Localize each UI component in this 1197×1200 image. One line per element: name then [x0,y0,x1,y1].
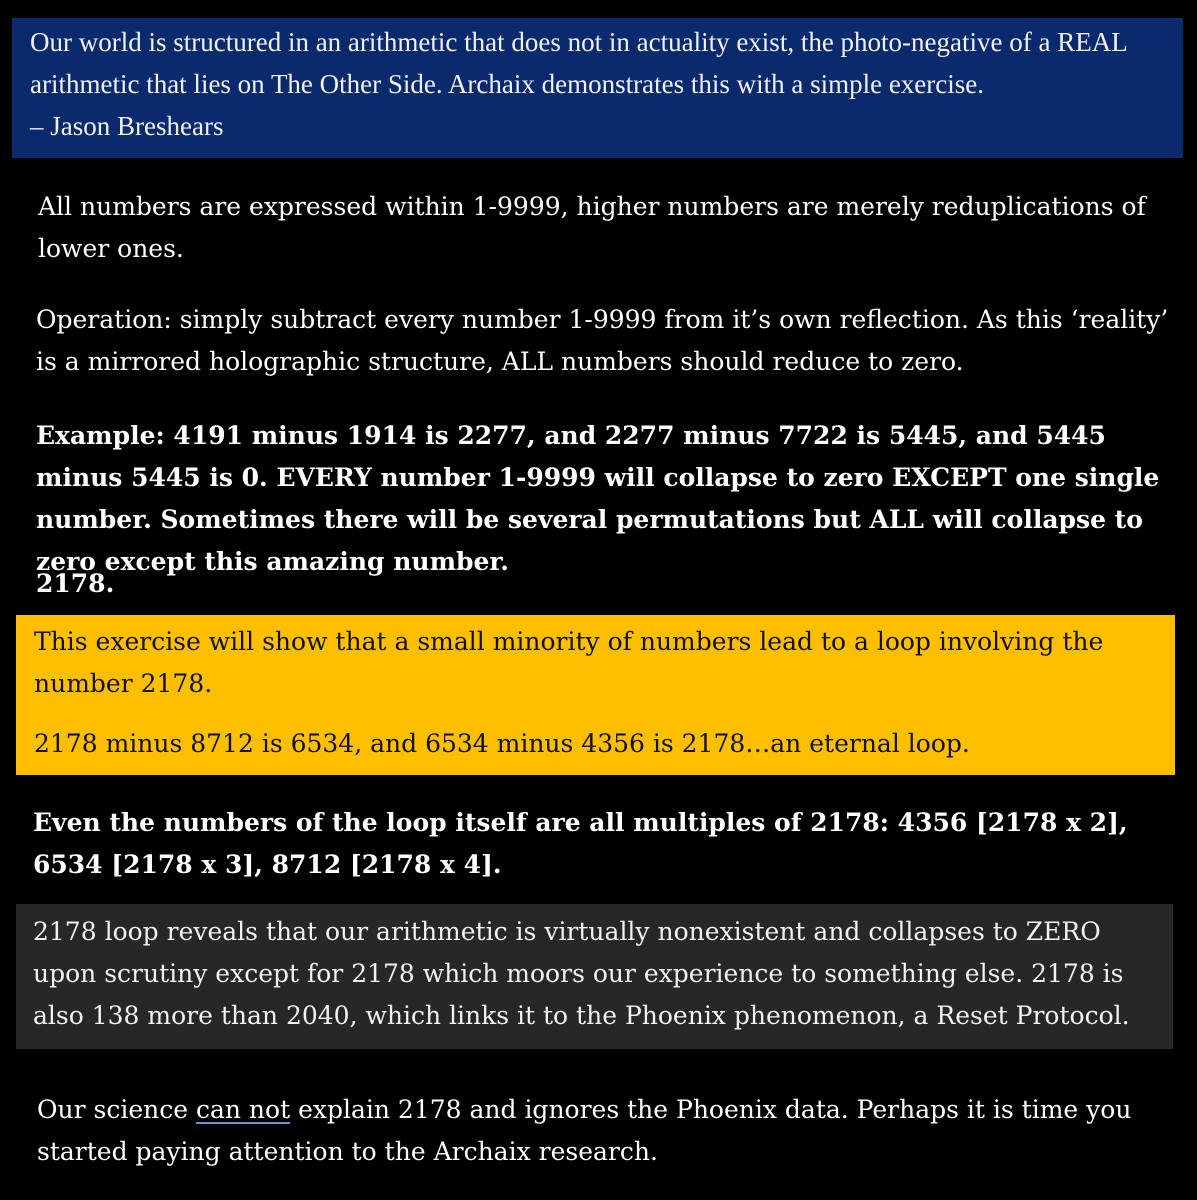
answer-number [36,563,114,605]
paragraph-multiples [33,802,1178,886]
quote-box [12,18,1183,158]
gray-box-text: 2178 loop reveals that our arithmetic is virtually nonexistent and collapses to ZERO upon scrutiny except for 2178 which moors our experience to something else. 2178 is also 138 more than 2040, which links it to the Phoenix phenomenon, a Reset Protocol. [33,917,1130,1030]
paragraph-example [36,415,1181,583]
paragraph-conclusion [37,1089,1177,1173]
conclusion-before: Our science [37,1095,196,1124]
paragraph-operation [36,299,1176,383]
quote-attribution: – Jason Breshears [30,111,224,141]
quote-text: Our world is structured in an arithmetic that does not in actuality exist, the photo-negative of a REAL arithmetic that lies on The Other Side. Archaix demonstrates this with a simple exercise. [30,27,1127,99]
paragraph-example-text: Example: 4191 minus 1914 is 2277, and 2277 minus 7722 is 5445, and 5445 minus 5445 is 0. EVERY number 1-9999 will collapse to zero EXCEPT one single number. Sometimes there will be several permutations but ALL will collapse to zero except this amazing number. [36,421,1160,576]
paragraph-number-range-text: All numbers are expressed within 1-9999, higher numbers are merely reduplications of lower ones. [38,192,1146,263]
conclusion-after: explain 2178 and ignores the Phoenix data. Perhaps it is time you started paying attention to the Archaix research. [37,1095,1132,1166]
answer-number-text: 2178. [36,569,115,598]
paragraph-multiples-text: Even the numbers of the loop itself are all multiples of 2178: 4356 [2178 x 2], 6534 [2178 x 3], 8712 [2178 x 4]. [33,808,1128,879]
highlight-line-2: 2178 minus 8712 is 6534, and 6534 minus 4356 is 2178…an eternal loop. [34,729,970,758]
highlight-line-1: This exercise will show that a small minority of numbers lead to a loop involving the number 2178. [34,627,1104,698]
paragraph-operation-text: Operation: simply subtract every number 1-9999 from it’s own reflection. As this ‘reality’ is a mirrored holographic structure, ALL numbers should reduce to zero. [36,305,1169,376]
paragraph-conclusion-text [37,1089,1177,1173]
highlight-box [16,615,1175,775]
paragraph-number-range [38,186,1168,270]
can-not-link[interactable]: can not [195,1095,291,1124]
gray-box [16,904,1173,1049]
